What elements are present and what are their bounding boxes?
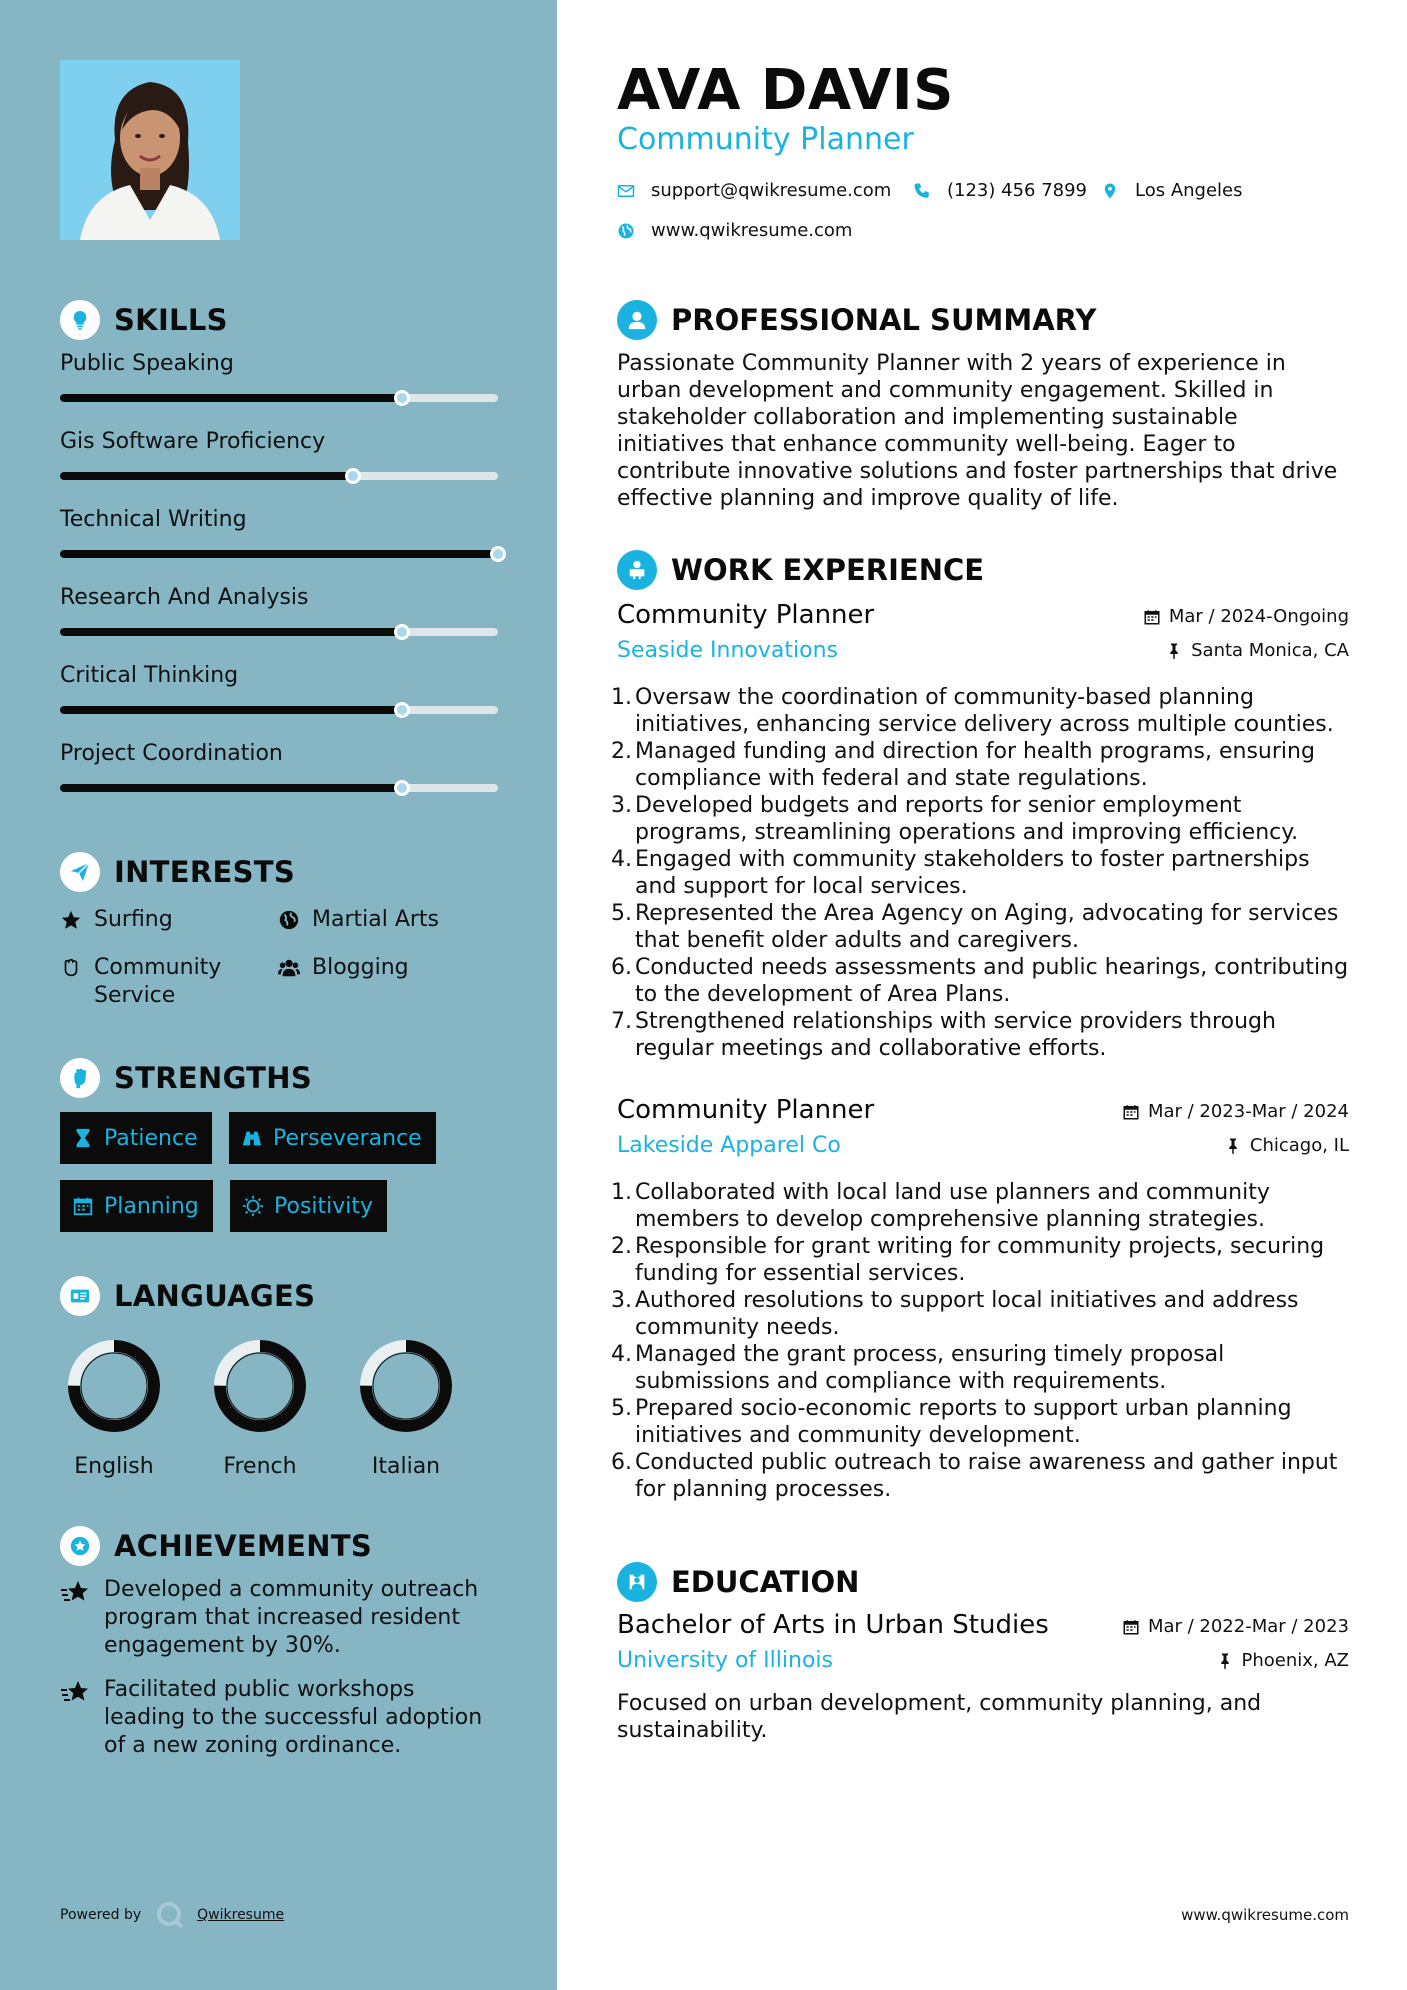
language-label: French (223, 1454, 297, 1479)
job-company: Seaside Innovations (617, 638, 838, 663)
language-item (346, 1336, 466, 1479)
job-bullet (611, 738, 1349, 792)
job-location-text: Chicago, IL (1249, 1135, 1349, 1156)
language-label: Italian (371, 1454, 441, 1479)
contact-phone (913, 180, 1087, 201)
interests-list (60, 898, 500, 1018)
job-bullet-text: Strengthened relationships with service providers through regular meetings and collaborative efforts. (635, 1009, 1276, 1061)
interest-item (60, 954, 250, 1010)
strength-badge (230, 1180, 387, 1232)
skill-bar (60, 706, 498, 714)
summary-text: Passionate Community Planner with 2 years of experience in urban development and community engagement. Skilled in stakeholder collaboration and implementing sustainable initiatives that enhance community well-being. Eager to contribute innovative solutions and foster partnerships that drive effective planning and improve quality of life. (617, 351, 1338, 511)
interest-item (60, 906, 173, 934)
achievement-item (60, 1676, 500, 1760)
achievement-item (60, 1576, 500, 1660)
graduation-icon (617, 1562, 657, 1602)
education-date-text: Mar / 2022-Mar / 2023 (1147, 1616, 1349, 1637)
qwikresume-logo-icon (155, 1900, 185, 1930)
job-bullet-number: 1. (611, 1180, 632, 1205)
skill-bar-knob (394, 780, 410, 796)
language-ring-inner (227, 1353, 293, 1419)
skills-header (60, 300, 500, 340)
interest-label: Martial Arts (312, 907, 440, 932)
star-medal-icon (60, 1526, 100, 1566)
sun-icon (242, 1195, 264, 1217)
skill-bar-knob (394, 702, 410, 718)
job-bullet-text: Authored resolutions to support local initiatives and address community needs. (635, 1288, 1299, 1340)
skill-bar-knob (394, 624, 410, 640)
job-bullet (611, 1179, 1349, 1233)
skill-label: Project Coordination (60, 741, 283, 766)
language-ring (356, 1336, 456, 1436)
degree-title: Bachelor of Arts in Urban Studies (617, 1610, 1049, 1640)
language-item (200, 1336, 320, 1479)
job-bullet (611, 1233, 1349, 1287)
skill-bar-fill (60, 394, 402, 402)
job-bullet (611, 1341, 1349, 1395)
job-bullet (611, 684, 1349, 738)
interest-label: Blogging (312, 955, 409, 980)
job-bullet-text: Engaged with community stakeholders to foster partnerships and support for local services. (635, 847, 1310, 899)
job-bullet-text: Responsible for grant writing for community projects, securing funding for essential services. (635, 1234, 1325, 1286)
skills-list (60, 344, 500, 812)
job-bullet-text: Collaborated with local land use planners and community members to develop comprehensive planning strategies. (635, 1180, 1270, 1232)
shooting-star-icon (60, 1578, 92, 1606)
contact-location (1101, 180, 1243, 201)
job-bullet-text: Managed the grant process, ensuring timely proposal submissions and compliance with requirements. (635, 1342, 1225, 1394)
footer-url[interactable]: www.qwikresume.com (1181, 1906, 1349, 1924)
globe-icon (617, 222, 635, 240)
skill-label: Research And Analysis (60, 585, 309, 610)
skill-bar (60, 628, 498, 636)
skill-bar-fill (60, 472, 353, 480)
contact-email (617, 180, 891, 201)
job-bullet-text: Managed funding and direction for health programs, ensuring compliance with federal and state regulations. (635, 739, 1315, 791)
calendar-icon (72, 1195, 94, 1217)
language-ring-inner (81, 1353, 147, 1419)
paper-plane-icon (60, 852, 100, 892)
job-bullet-number: 3. (611, 1288, 632, 1313)
skill-item (60, 344, 500, 422)
languages-section (60, 1276, 500, 1496)
users-icon (278, 957, 300, 979)
interests-section (60, 852, 500, 1018)
job-bullet-text: Oversaw the coordination of community-based planning initiatives, enhancing service delivery across multiple counties. (635, 685, 1334, 737)
job-bullets (611, 1179, 1349, 1503)
job-bullet (611, 792, 1349, 846)
contact-website (617, 220, 852, 241)
job-bullet (611, 954, 1349, 1008)
skill-label: Technical Writing (60, 507, 247, 532)
strengths-title: STRENGTHS (114, 1061, 313, 1095)
skill-label: Public Speaking (60, 351, 234, 376)
strengths-section (60, 1058, 500, 1252)
strengths-header (60, 1058, 500, 1098)
achievement-text: Developed a community outreach program that increased resident engagement by 30%. (104, 1577, 479, 1658)
skill-bar-fill (60, 628, 402, 636)
job-bullet-number: 2. (611, 739, 632, 764)
education-section (617, 1562, 1349, 1602)
strengths-list (60, 1112, 500, 1252)
experience-title: WORK EXPERIENCE (671, 553, 985, 587)
job-bullet (611, 1287, 1349, 1341)
location-text: Los Angeles (1135, 180, 1243, 201)
hand-icon (60, 957, 82, 979)
profile-photo (60, 60, 240, 240)
powered-by-label: Powered by (60, 1907, 142, 1923)
summary-section (617, 300, 1349, 512)
achievements-section (60, 1526, 500, 1776)
job-bullet-number: 4. (611, 847, 632, 872)
languages-title: LANGUAGES (114, 1279, 316, 1313)
job-bullet-number: 3. (611, 793, 632, 818)
achievements-header (60, 1526, 500, 1566)
job-bullet (611, 846, 1349, 900)
job-bullet-text: Developed budgets and reports for senior employment programs, streamlining operations and improving efficiency. (635, 793, 1299, 845)
job-title: Community Planner (617, 1095, 875, 1125)
profile-photo-illustration (60, 60, 240, 240)
education-location (1216, 1650, 1350, 1671)
job-date (1122, 1101, 1349, 1122)
fist-icon (60, 1058, 100, 1098)
email-text[interactable]: support@qwikresume.com (651, 180, 892, 201)
job-bullet-number: 5. (611, 901, 632, 926)
interest-item (278, 906, 439, 934)
job-title: Community Planner (617, 600, 875, 630)
summary-title: PROFESSIONAL SUMMARY (671, 303, 1097, 337)
job-location (1224, 1135, 1349, 1156)
skill-bar-knob (490, 546, 506, 562)
calendar-icon (1143, 608, 1161, 626)
skill-bar (60, 550, 498, 558)
education-header (617, 1562, 1349, 1602)
interests-header (60, 852, 500, 892)
job-bullet-text: Represented the Area Agency on Aging, advocating for services that benefit older adults and caregivers. (635, 901, 1339, 953)
brand-link[interactable]: Qwikresume (197, 1907, 285, 1923)
skill-bar (60, 472, 498, 480)
job-bullet-number: 7. (611, 1009, 632, 1034)
skill-item (60, 578, 500, 656)
strength-label: Perseverance (273, 1125, 422, 1151)
skill-bar-knob (394, 390, 410, 406)
job-company: Lakeside Apparel Co (617, 1133, 841, 1158)
skills-title: SKILLS (114, 303, 228, 337)
job-location-text: Santa Monica, CA (1191, 640, 1349, 661)
job-bullet (611, 1008, 1349, 1062)
candidate-role: Community Planner (617, 122, 914, 157)
skill-label: Gis Software Proficiency (60, 429, 326, 454)
language-ring (210, 1336, 310, 1436)
job-bullet (611, 900, 1349, 954)
pushpin-icon (1216, 1652, 1234, 1670)
job-date-text: Mar / 2024-Ongoing (1168, 606, 1349, 627)
skill-bar-fill (60, 550, 498, 558)
languages-list (60, 1336, 500, 1496)
experience-header (617, 550, 1349, 590)
calendar-icon (1122, 1618, 1140, 1636)
job-bullet (611, 1395, 1349, 1449)
globe-icon (278, 909, 300, 931)
skill-bar (60, 394, 498, 402)
candidate-name: AVA DAVIS (617, 58, 954, 123)
sidebar (0, 0, 557, 1990)
interest-label: Surfing (94, 907, 173, 932)
shooting-star-icon (60, 1678, 92, 1706)
job-bullet-text: Conducted public outreach to raise awareness and gather input for planning processes. (635, 1450, 1338, 1502)
skill-item (60, 656, 500, 734)
lightbulb-icon (60, 300, 100, 340)
interest-item (278, 954, 409, 982)
strength-label: Patience (104, 1125, 198, 1151)
education-description: Focused on urban development, community planning, and sustainability. (617, 1691, 1262, 1743)
experience-section (617, 550, 1349, 590)
job-bullet-number: 6. (611, 1450, 632, 1475)
job-bullet-number: 2. (611, 1234, 632, 1259)
skill-item (60, 500, 500, 578)
language-item (54, 1336, 174, 1479)
achievements-title: ACHIEVEMENTS (114, 1529, 373, 1563)
language-label: English (74, 1454, 154, 1479)
job-bullet-number: 5. (611, 1396, 632, 1421)
map-pin-icon (1101, 182, 1119, 200)
pushpin-icon (1165, 642, 1183, 660)
phone-icon (913, 182, 931, 200)
calendar-icon (1122, 1103, 1140, 1121)
skills-section (60, 300, 500, 812)
strength-label: Positivity (274, 1193, 374, 1219)
job-bullet-number: 6. (611, 955, 632, 980)
user-icon (617, 300, 657, 340)
job-location (1165, 640, 1349, 661)
star-icon (60, 909, 82, 931)
skill-bar (60, 784, 498, 792)
languages-header (60, 1276, 500, 1316)
powered-by (60, 1900, 284, 1930)
website-text[interactable]: www.qwikresume.com (651, 220, 853, 241)
binoculars-icon (241, 1127, 263, 1149)
skill-bar-knob (345, 468, 361, 484)
job-bullet-number: 1. (611, 685, 632, 710)
achievements-list (60, 1576, 500, 1760)
language-ring (64, 1336, 164, 1436)
job-bullet (611, 1449, 1349, 1503)
presenter-icon (617, 550, 657, 590)
id-card-icon (60, 1276, 100, 1316)
interests-title: INTERESTS (114, 855, 296, 889)
strength-badge (229, 1112, 436, 1164)
strength-label: Planning (104, 1193, 199, 1219)
job-bullets (611, 684, 1349, 1062)
job-bullet-number: 4. (611, 1342, 632, 1367)
language-ring-inner (373, 1353, 439, 1419)
education-title: EDUCATION (671, 1565, 860, 1599)
phone-text: (123) 456 7899 (947, 180, 1088, 201)
hourglass-icon (72, 1127, 94, 1149)
interest-label: Community Service (94, 955, 222, 1008)
skill-bar-fill (60, 706, 402, 714)
skill-bar-fill (60, 784, 402, 792)
skill-item (60, 734, 500, 812)
skill-item (60, 422, 500, 500)
achievement-text: Facilitated public workshops leading to the successful adoption of a new zoning ordinance. (104, 1677, 483, 1758)
job-bullet-text: Prepared socio-economic reports to support urban planning initiatives and community development. (635, 1396, 1292, 1448)
summary-header (617, 300, 1349, 340)
job-date-text: Mar / 2023-Mar / 2024 (1147, 1101, 1349, 1122)
education-location-text: Phoenix, AZ (1241, 1650, 1349, 1671)
strength-badge (60, 1112, 212, 1164)
strength-badge (60, 1180, 213, 1232)
education-date (1122, 1616, 1349, 1637)
envelope-icon (617, 182, 635, 200)
job-bullet-text: Conducted needs assessments and public hearings, contributing to the development of Area Plans. (635, 955, 1349, 1007)
skill-label: Critical Thinking (60, 663, 239, 688)
job-date (1143, 606, 1349, 627)
pushpin-icon (1224, 1137, 1242, 1155)
school-name: University of Illinois (617, 1648, 833, 1673)
